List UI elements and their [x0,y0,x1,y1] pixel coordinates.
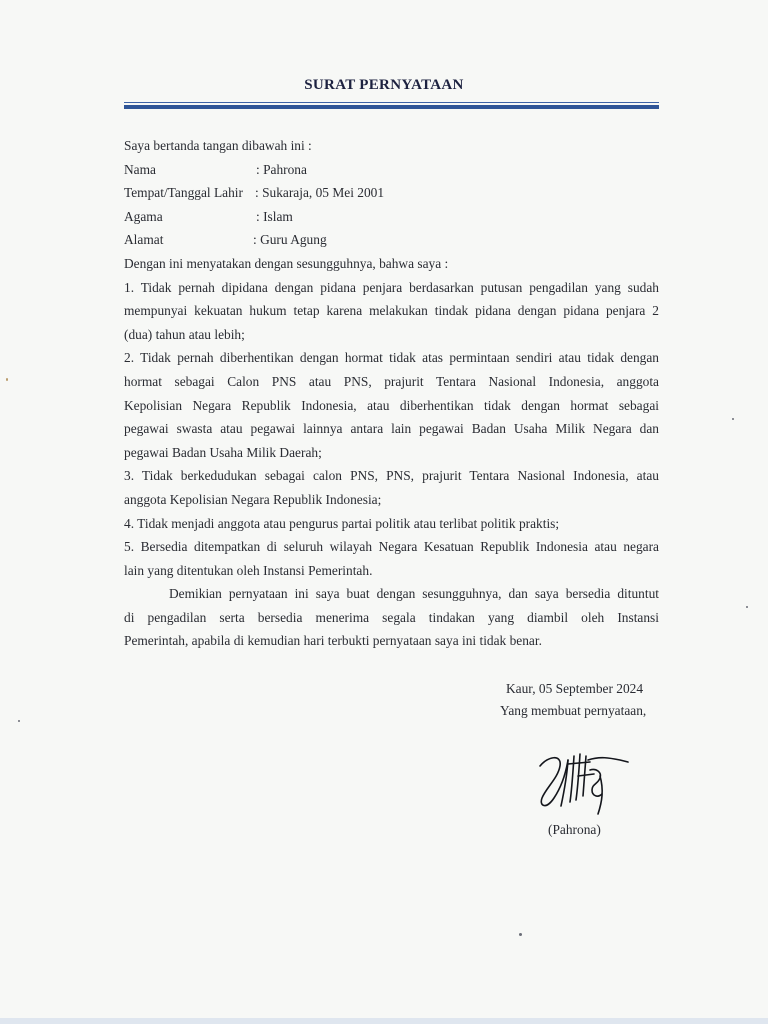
page-bottom-edge [0,1018,768,1024]
closing-line: di pengadilan serta bersedia menerima segala tindakan yang diambil oleh Instansi [124,609,659,625]
field-agama [124,205,659,229]
point-line: 2. Tidak pernah diberhentikan dengan hormat tidak atas permintaan sendiri atau tidak dengan [124,350,659,366]
statement-point-3 [124,464,659,511]
paper-speck [18,720,20,722]
paper-speck [746,606,748,608]
field-value: : Islam [256,208,293,224]
paper-speck [6,378,8,381]
title-rule-thick [124,105,659,109]
point-line: 1. Tidak pernah dipidana dengan pidana penjara berdasarkan putusan pengadilan yang sudah [124,279,659,295]
point-line: (dua) tahun atau lebih; [124,326,245,342]
closing-line: Demikian pernyataan ini saya buat dengan sesungguhnya, dan saya bersedia dituntut [169,586,659,602]
field-label: Tempat/Tanggal Lahir [124,185,243,201]
field-value: : Guru Agung [253,232,327,248]
signer-caption: Yang membuat pernyataan, [500,703,647,718]
intro-line: Saya bertanda tangan dibawah ini : [124,138,312,153]
signer-name: (Pahrona) [548,822,601,837]
title-rule-thin [124,102,659,103]
field-value: : Sukaraja, 05 Mei 2001 [255,185,385,201]
closing-paragraph [124,582,659,653]
paper-speck [732,418,734,420]
field-label: Nama [124,161,156,177]
statement-point-1 [124,276,659,347]
point-line: mempunyai kekuatan hukum tetap karena melakukan tindak pidana dengan pidana penjara 2 [124,303,659,319]
point-line: hormat sebagai Calon PNS atau PNS, prajurit Tentara Nasional Indonesia, anggota [124,373,659,389]
field-value: : Pahrona [256,161,307,177]
point-line: 5. Bersedia ditempatkan di seluruh wilayah Negara Kesatuan Republik Indonesia atau negara [124,539,659,555]
closing-line: Pemerintah, apabila di kemudian hari terbukti pernyataan saya ini tidak benar. [124,633,542,649]
statement-point-5 [124,535,659,582]
signature-image [528,746,638,818]
field-nama [124,158,659,182]
point-line: 4. Tidak menjadi anggota atau pengurus partai politik atau terlibat politik praktis; [124,515,560,531]
field-birth [124,181,659,205]
statement-intro: Dengan ini menyatakan dengan sesungguhnya, bahwa saya : [124,255,449,271]
paper-speck [519,933,522,936]
statement-point-2 [124,346,659,464]
field-label: Agama [124,208,163,224]
point-line: pegawai swasta atau pegawai lainnya antara lain pegawai Badan Usaha Milik Negara dan [124,421,659,437]
point-line: pegawai Badan Usaha Milik Daerah; [124,444,322,460]
point-line: 3. Tidak berkedudukan sebagai calon PNS, PNS, prajurit Tentara Nasional Indonesia, atau [124,468,659,484]
point-line: lain yang ditentukan oleh Instansi Pemerintah. [124,562,373,578]
point-line: Kepolisian Negara Republik Indonesia, atau diberhentikan tidak dengan hormat sebagai [124,397,659,413]
place-date: Kaur, 05 September 2024 [506,681,644,696]
document-body [124,134,659,653]
signature-header [500,678,647,722]
point-line: anggota Kepolisian Negara Republik Indonesia; [124,491,382,507]
field-alamat [124,228,659,252]
statement-point-4 [124,512,659,536]
document-title: SURAT PERNYATAAN [304,77,464,93]
field-label: Alamat [124,232,164,248]
